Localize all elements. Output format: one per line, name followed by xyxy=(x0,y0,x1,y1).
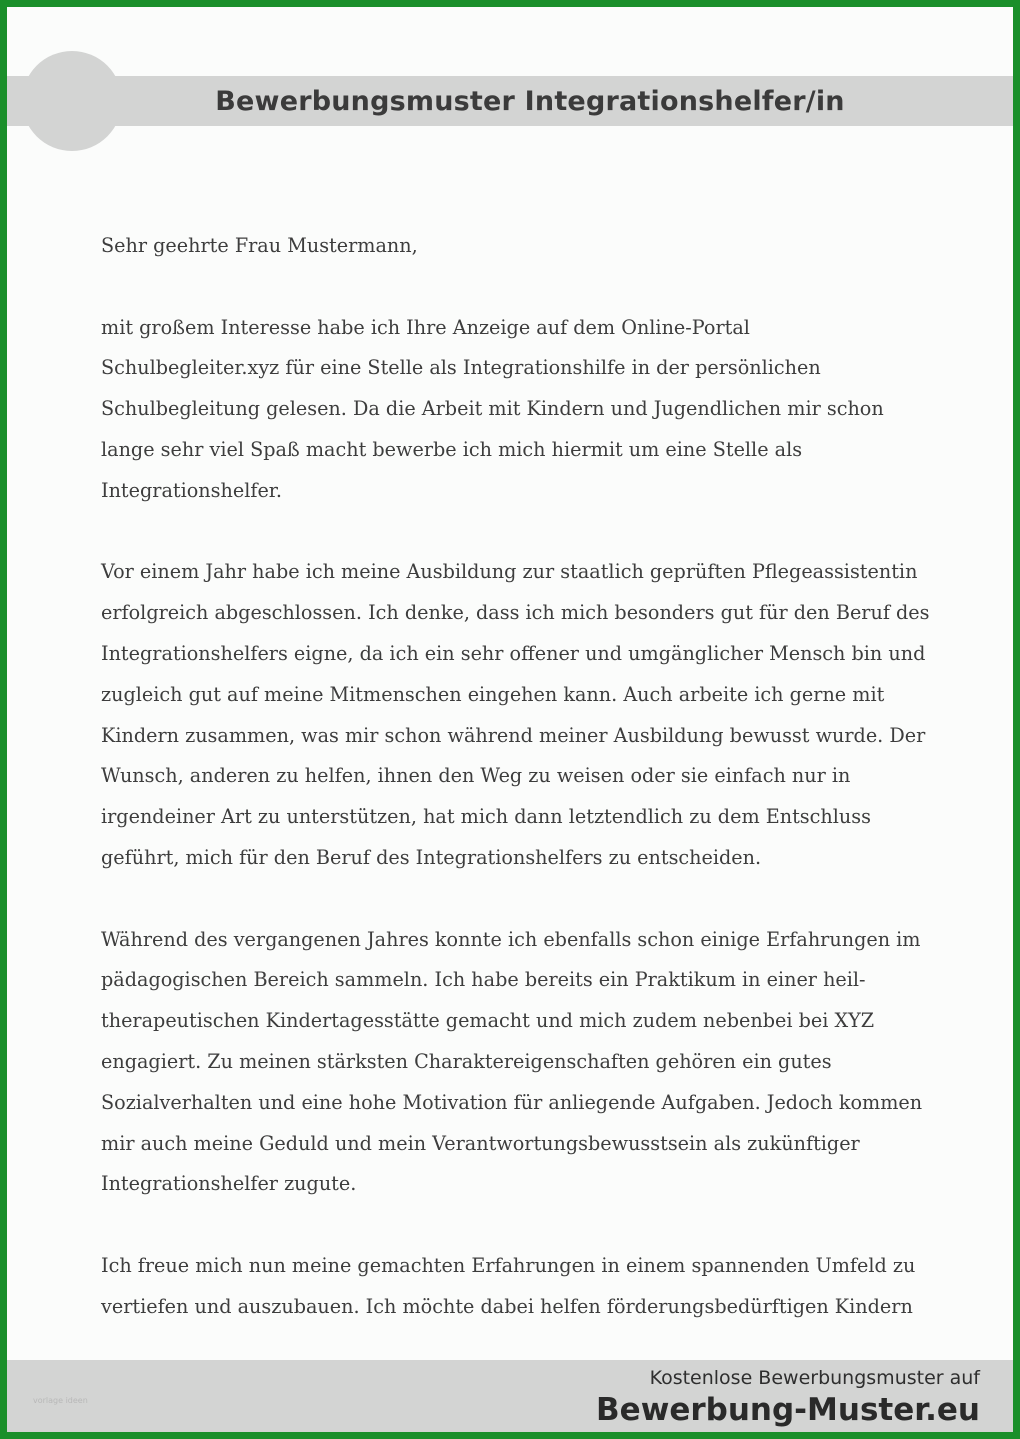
letter-paragraph: mit großem Interesse habe ich Ihre Anzeige auf dem Online-Portal Schulbegleiter.xyz für eine Stelle als Integrationshilfe in der persönlichen Schulbegleitung gelesen. Da die Arbeit mit Kindern und Jugendlichen mir schon lange sehr viel Spaß macht bewerbe ich mich hiermit um eine Stelle als Integrationshelfer. xyxy=(101,315,884,502)
letter-body xyxy=(101,226,931,1368)
page-title: Bewerbungsmuster Integrationshelfer/in xyxy=(215,86,845,117)
letter-paragraph: Während des vergangenen Jahres konnte ich ebenfalls schon einige Erfahrungen im pädagogischen Bereich sammeln. Ich habe bereits ein Praktikum in einer heil-therapeutischen Kindertagesstätte gemacht und mich zudem nebenbei bei XYZ engagiert. Zu meinen stärksten Charaktereigenschaften gehören ein gutes Sozialverhalten und eine hohe Motivation für anliegende Aufgaben. Jedoch kommen mir auch meine Geduld und mein Verantwortungsbewusstsein als zukünftiger Integrationshelfer zugute. xyxy=(101,927,923,1196)
letter-salutation: Sehr geehrte Frau Mustermann, xyxy=(101,234,418,257)
footer-website: Bewerbung-Muster.eu xyxy=(596,1392,980,1428)
watermark-text: vorlage ideen xyxy=(33,1396,88,1405)
letter-paragraph: Ich freue mich nun meine gemachten Erfahrungen in einem spannenden Umfeld zu vertiefen und auszubauen. Ich möchte dabei helfen förderungsbedürftigen Kindern xyxy=(101,1253,916,1318)
footer-tagline: Kostenlose Bewerbungsmuster auf xyxy=(649,1367,980,1389)
letter-paragraph: Vor einem Jahr habe ich meine Ausbildung zur staatlich geprüften Pflegeassistentin erfolgreich abgeschlossen. Ich denke, dass ich mich besonders gut für den Beruf des Integrationshelfers eigne, da ich ein sehr offener und umgänglicher Mensch bin und zugleich gut auf meine Mitmenschen eingehen kann. Auch arbeite ich gerne mit Kindern zusammen, was mir schon während meiner Ausbildung bewusst wurde. Der Wunsch, anderen zu helfen, ihnen den Weg zu weisen oder sie einfach nur in irgendeiner Art zu unterstützen, hat mich dann letztendlich zu dem Entschluss geführt, mich für den Beruf des Integrationshelfers zu entscheiden. xyxy=(101,560,930,869)
